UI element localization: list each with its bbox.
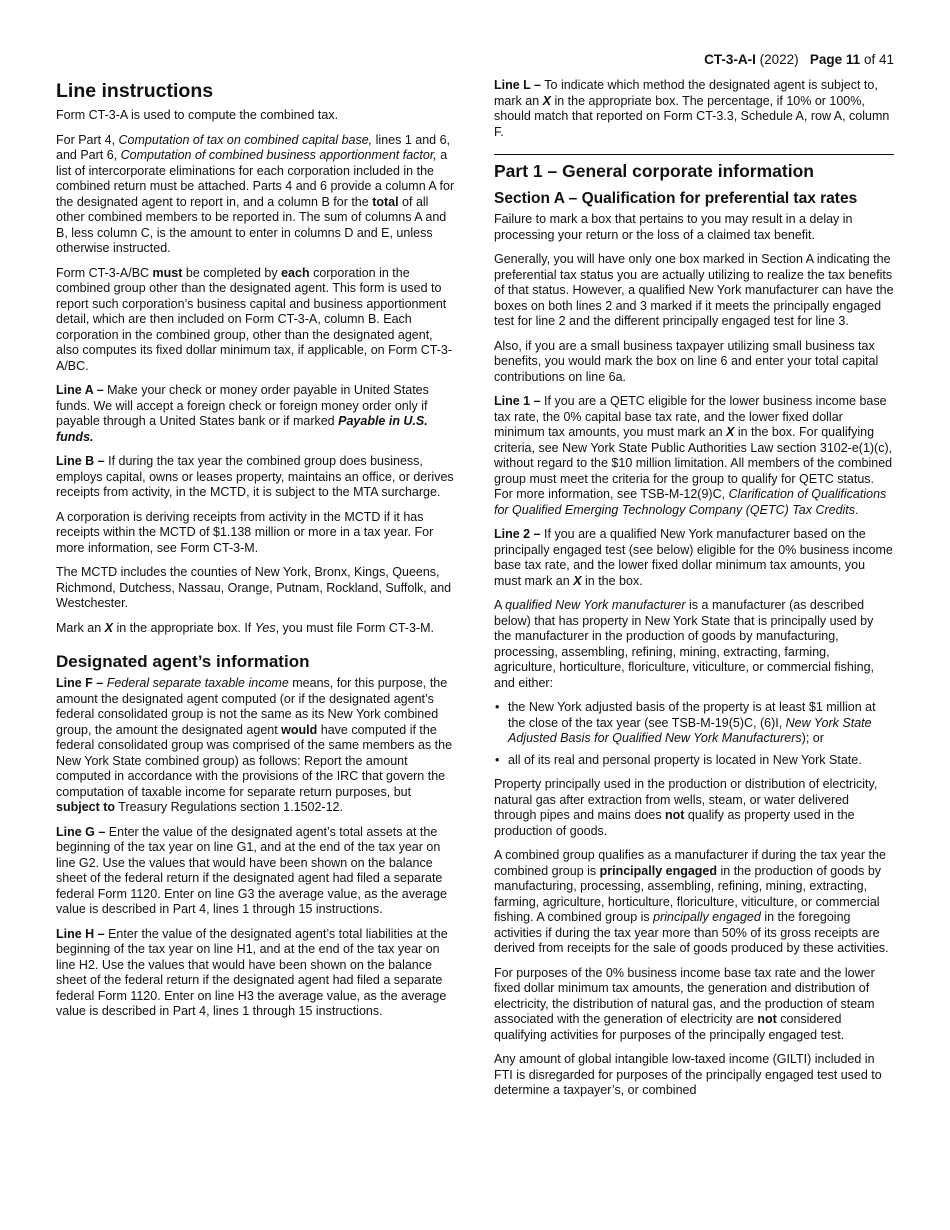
ct3a-bc-paragraph: Form CT-3-A/BC must be completed by each corporation in the combined group other than the designated agent. This form is used to report such corporation’s business capital and business apportionment detail, which are then included on Form CT-3-A, column B. Each corporation in the combined group, other than the designated agent, also computes its fixed dollar minimum tax, if applicable, on Form CT-3-A/BC. xyxy=(56,265,452,373)
list-item: • all of its real and personal property is located in New York State. xyxy=(508,753,894,769)
line-f-paragraph: Line F – Federal separate taxable income means, for this purpose, the amount the designated agent computed (or if the designated agent’s federal consolidated group is not the same as its New York combined group, the amount the designated agent would have computed if the federal consolidated group was comprised of the same members as the New York State combined group) as follows: Report the amount computed in accordance with the provisions of the IRC that govern the computation of taxable income for separate return purposes, but subject to Treasury Regulations section 1.1502-12. xyxy=(56,676,453,814)
parts-4-6-paragraph: For Part 4, Computation of tax on combined capital base, lines 1 and 6, and Part 6, Computation of combined business apportionment factor, a list of intercorporate eliminations for each corporation included in the combined return must be attached. Parts 4 and 6 provide a column A for the designated agent to report in, and a column B for the total of all other combined members to be reported in. The sum of columns A and B, less column C, is the amount to enter in columns D and E, unless otherwise instructed. xyxy=(56,132,455,255)
section-a-heading: Section A – Qualification for preferential tax rates xyxy=(494,190,858,207)
line-b-label: Line B – xyxy=(56,454,105,468)
qualified-manufacturer-paragraph: A qualified New York manufacturer is a manufacturer (as described below) that has property in New York State that is principally used by the manufacturer in the production of goods by manufacturing, processing, assembling, refining, mining, extracting, farming, agriculture, horticulture, floriculture, viticulture, or commercial fishing, and either: xyxy=(494,598,874,690)
failure-paragraph: Failure to mark a box that pertains to you may result in a delay in processing your return or the loss of a claimed tax benefit. xyxy=(494,212,853,242)
intro-paragraph: Form CT-3-A is used to compute the combined tax. xyxy=(56,108,339,122)
line-1-paragraph: Line 1 – If you are a QETC eligible for the lower business income base tax rate, the 0% capital base tax rate, and the lower fixed dollar minimum tax amounts, you must mark an X in the box. For qualifying criteria, see New York State Public Authorities Law section 3102-e(1)(c), without regard to the $10 million limitation. All members of the combined group must meet the criteria for the group to qualify for QETC status. For more information, see TSB-M-12(9)C, Clarification of Qualifications for Qualified Emerging Technology Company (QETC) Tax Credits. xyxy=(494,394,893,517)
line-2-label: Line 2 – xyxy=(494,527,541,541)
mctd-counties-paragraph: The MCTD includes the counties of New York, Bronx, Kings, Queens, Richmond, Dutchess, Nassau, Orange, Putnam, Rockland, Suffolk, and Westchester. xyxy=(56,565,452,610)
line-g-paragraph: Line G – Enter the value of the designated agent’s total assets at the beginning of the tax year on line G1, and at the end of the tax year on line G2. Use the values that would have been shown on the balance sheet of the federal return if the designated agent had filed a separate federal Form 1120. Enter on line G3 the average value, as the average value is described in Part 4, lines 1 through 15 instructions. xyxy=(56,824,447,916)
part-1-heading: Part 1 – General corporate information xyxy=(494,154,894,182)
line-a-paragraph: Line A – Make your check or money order payable in United States funds. We will accept a foreign check or foreign money order only if payable through a United States bank or if marked Payable in U.S. funds. xyxy=(56,383,429,444)
gilti-paragraph: Any amount of global intangible low-taxed income (GILTI) included in FTI is disregarded for purposes of the principally engaged test used to determine a taxpayer’s, or combined xyxy=(494,1052,882,1097)
form-year: (2022) xyxy=(759,52,799,67)
line-h-paragraph: Line H – Enter the value of the designated agent’s total liabilities at the beginning of the tax year on line H1, and at the end of the tax year on line H2. Use the values that would have been shown on the balance sheet of the federal return if the designated agent had filed a separate federal Form 1120. Enter on line H3 the average value, as the average value is described in Part 4, lines 1 through 15 instructions. xyxy=(56,926,448,1018)
line-l-label: Line L – xyxy=(494,78,542,92)
line-b-paragraph: Line B – If during the tax year the combined group does business, employs capital, owns or leases property, maintains an office, or derives receipts from activity, in the MCTD, it is subject to the MTA surcharge. xyxy=(56,454,454,499)
left-column xyxy=(56,78,456,1029)
line-instructions-heading: Line instructions xyxy=(56,80,214,102)
designated-agent-heading: Designated agent’s information xyxy=(56,652,310,671)
criteria-list xyxy=(494,700,894,768)
mark-box-paragraph: Mark an X in the appropriate box. If Yes, you must file Form CT-3-M. xyxy=(56,620,434,635)
form-id: CT-3-A-I xyxy=(704,52,756,67)
line-a-label: Line A – xyxy=(56,383,104,397)
line-h-label: Line H – xyxy=(56,926,105,941)
page-total: of 41 xyxy=(863,52,894,67)
small-business-paragraph: Also, if you are a small business taxpayer utilizing small business tax benefits, you would mark the box on line 6 and enter your total capital contributions on line 6a. xyxy=(494,338,879,384)
line-f-label: Line F – xyxy=(56,676,104,690)
combined-group-paragraph: A combined group qualifies as a manufacturer if during the tax year the combined group is principally engaged in the production of goods by manufacturing, processing, assembling, refining, mining, extracting, farming, agriculture, horticulture, floriculture, viticulture, or commercial fishing. A combined group is principally engaged in the foregoing activities if during the tax year more than 50% of its gross receipts are derived from receipts for the sale of goods produced by these activities. xyxy=(494,848,889,955)
line-l-paragraph: Line L – To indicate which method the designated agent is subject to, mark an X in the appropriate box. The percentage, if 10% or 100%, should match that reported on Form CT-3.3, Schedule A, row A, column F. xyxy=(494,78,890,139)
one-box-paragraph: Generally, you will have only one box marked in Section A indicating the preferential tax status you are actually utilizing to realize the tax benefits of that status. However, a qualified New York manufacturer can have the boxes on both lines 2 and 3 marked if it meets the principally engaged test for line 2 and the different principally engaged test for line 3. xyxy=(494,252,894,328)
page-header xyxy=(704,52,894,67)
page-number: Page 11 xyxy=(809,52,861,67)
line-2-paragraph: Line 2 – If you are a qualified New York manufacturer based on the principally engaged test (see below) eligible for the 0% business income base tax rate, and the lower fixed dollar minimum tax amounts, you must mark an X in the box. xyxy=(494,527,893,588)
list-item: • the New York adjusted basis of the property is at least $1 million at the close of the tax year (see TSB-M-19(5)C, (6)I, New York State Adjusted Basis for Qualified New York Manufacturers); or xyxy=(508,700,894,747)
right-column xyxy=(494,78,894,1108)
mctd-receipts-paragraph: A corporation is deriving receipts from activity in the MCTD if it has receipts within the MCTD of $1.138 million or more in a tax year. For more information, see Form CT-3-M. xyxy=(56,509,434,555)
line-g-label: Line G – xyxy=(56,824,106,839)
property-paragraph: Property principally used in the production or distribution of electricity, natural gas after extraction from wells, steam, or water delivered through pipes and mains does not qualify as property used in the production of goods. xyxy=(494,777,878,838)
line-1-label: Line 1 – xyxy=(494,394,541,408)
purposes-paragraph: For purposes of the 0% business income base tax rate and the lower fixed dollar minimum tax amounts, the generation and distribution of electricity, the distribution of natural gas, and the production of steam associated with the generation of electricity are not considered qualifying activities for purposes of the principally engaged test. xyxy=(494,965,875,1042)
